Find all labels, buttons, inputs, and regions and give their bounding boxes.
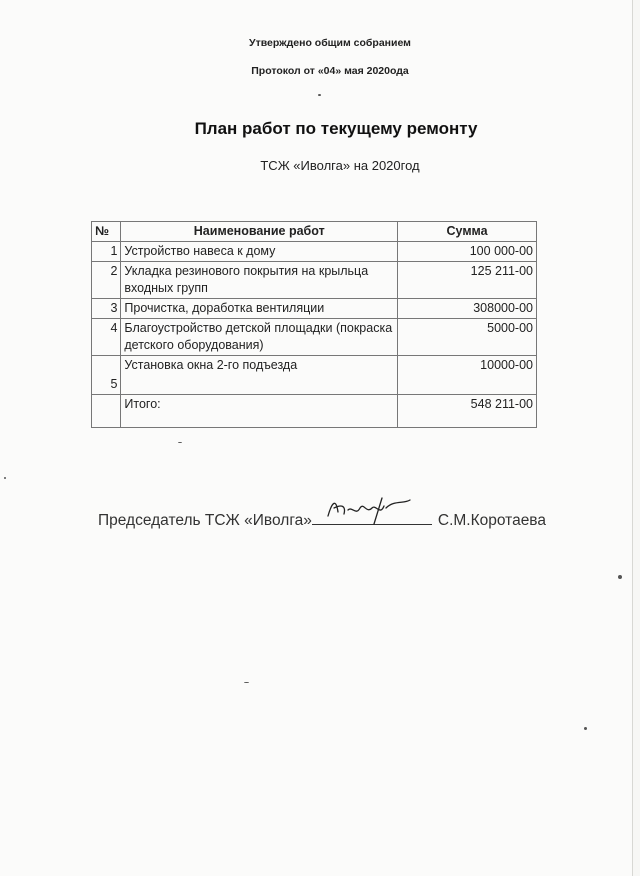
total-num-empty <box>92 395 121 428</box>
scan-speck <box>178 442 182 443</box>
table-total-row <box>92 395 537 428</box>
row-sum: 5000-00 <box>398 319 537 356</box>
row-sum: 100 000-00 <box>398 242 537 262</box>
document-title: План работ по текущему ремонту <box>194 119 478 138</box>
scan-speck <box>584 727 587 730</box>
table-header-row <box>92 222 537 242</box>
header-sum: Сумма <box>398 222 537 242</box>
protocol-note: Протокол от «04» мая 2020ода <box>251 65 409 77</box>
table-row <box>92 356 537 395</box>
row-name: Прочистка, доработка вентиляции <box>121 299 398 319</box>
row-num: 1 <box>92 242 121 262</box>
row-num: 2 <box>92 262 121 299</box>
row-num: 5 <box>92 356 121 395</box>
scan-speck <box>318 94 321 96</box>
signatory-name: С.М.Коротаева <box>437 512 546 529</box>
works-table <box>91 221 537 428</box>
signature-label: Председатель ТСЖ «Иволга» <box>98 512 312 529</box>
header-num: № <box>92 222 121 242</box>
row-num: 4 <box>92 319 121 356</box>
header-name: Наименование работ <box>121 222 398 242</box>
row-sum: 125 211-00 <box>398 262 537 299</box>
row-name: Укладка резинового покрытия на крыльца входных групп <box>121 262 398 299</box>
handwritten-signature <box>324 494 414 526</box>
signature-field <box>312 508 432 525</box>
total-label: Итого: <box>121 395 398 428</box>
table-row <box>92 262 537 299</box>
scan-speck <box>4 477 6 479</box>
table-row <box>92 242 537 262</box>
scan-speck <box>618 575 622 579</box>
row-name: Благоустройство детской площадки (покраска детского оборудования) <box>121 319 398 356</box>
row-sum: 10000-00 <box>398 356 537 395</box>
approval-note: Утверждено общим собранием <box>249 37 411 49</box>
table-row <box>92 299 537 319</box>
signature-line <box>98 508 546 530</box>
total-sum: 548 211-00 <box>398 395 537 428</box>
row-sum: 308000-00 <box>398 299 537 319</box>
row-name: Устройство навеса к дому <box>121 242 398 262</box>
row-name: Установка окна 2-го подъезда <box>121 356 398 395</box>
row-num: 3 <box>92 299 121 319</box>
table-row <box>92 319 537 356</box>
scan-speck <box>244 682 249 683</box>
document-subtitle: ТСЖ «Иволга» на 2020год <box>260 158 420 173</box>
